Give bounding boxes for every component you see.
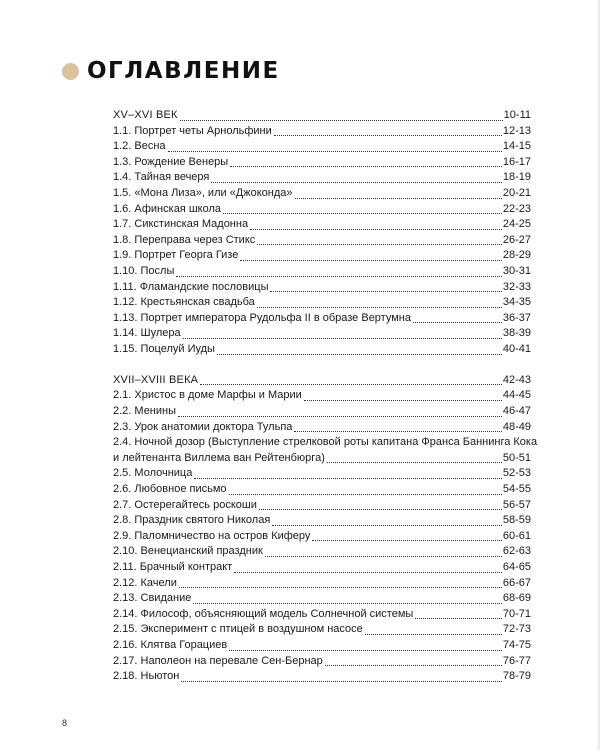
toc-entry-pages: 56-57 bbox=[502, 498, 531, 511]
toc-entry[interactable] bbox=[113, 311, 531, 327]
toc-entry-label: 1.3. Рождение Венеры bbox=[113, 155, 229, 168]
section-gap bbox=[113, 358, 531, 373]
toc-entry-pages: 46-47 bbox=[502, 405, 531, 418]
toc-entry-pages: 24-25 bbox=[502, 218, 531, 231]
toc-entry[interactable] bbox=[113, 607, 531, 623]
toc-entry-pages: 40-41 bbox=[502, 342, 531, 355]
toc-entry[interactable] bbox=[113, 404, 531, 420]
toc-entry-label: 1.14. Шулера bbox=[113, 327, 181, 340]
dot-leader bbox=[294, 431, 501, 432]
toc-entry[interactable] bbox=[113, 170, 531, 186]
page-title: ОГЛАВЛЕНИЕ bbox=[87, 58, 280, 84]
table-of-contents bbox=[113, 108, 538, 685]
toc-entry-pages: 36-37 bbox=[502, 311, 531, 324]
dot-leader bbox=[257, 307, 502, 308]
toc-entry-pages: 30-31 bbox=[502, 264, 531, 277]
toc-entry[interactable] bbox=[113, 654, 531, 670]
dot-leader bbox=[234, 572, 502, 573]
toc-entry[interactable] bbox=[113, 544, 531, 560]
toc-entry-pages: 50-51 bbox=[502, 451, 531, 464]
toc-entry-pages: 20-21 bbox=[502, 186, 531, 199]
toc-entry-label: 2.8. Праздник святого Николая bbox=[113, 514, 271, 527]
dot-leader bbox=[211, 182, 501, 183]
toc-entry-label: 2.17. Наполеон на перевале Сен-Бернар bbox=[113, 654, 323, 667]
toc-entry-pages: 48-49 bbox=[502, 420, 531, 433]
dot-leader bbox=[259, 509, 502, 510]
dot-leader bbox=[200, 384, 502, 385]
toc-entry-label: 1.6. Афинская школа bbox=[113, 202, 221, 215]
toc-entry-pages: 22-23 bbox=[502, 202, 531, 215]
dot-leader bbox=[180, 120, 503, 121]
toc-entry-label: 2.14. Философ, объясняющий модель Солнечной системы bbox=[113, 607, 414, 620]
toc-section-heading-pages: 42-43 bbox=[502, 373, 531, 386]
toc-entry[interactable] bbox=[113, 248, 531, 264]
toc-entry-label: 2.15. Эксперимент с птицей в воздушном насосе bbox=[113, 623, 363, 636]
toc-entry[interactable] bbox=[113, 186, 531, 202]
toc-entry-label: 2.11. Брачный контракт bbox=[113, 561, 233, 574]
dot-leader bbox=[194, 478, 502, 479]
dot-leader bbox=[304, 400, 502, 401]
toc-entry[interactable] bbox=[113, 638, 531, 654]
toc-entry[interactable] bbox=[113, 622, 531, 638]
toc-entry[interactable] bbox=[113, 420, 531, 436]
toc-entry-label: 1.1. Портрет четы Арнольфини bbox=[113, 124, 272, 137]
toc-entry[interactable] bbox=[113, 264, 531, 280]
dot-leader bbox=[257, 244, 502, 245]
toc-entry-pages: 62-63 bbox=[502, 545, 531, 558]
dot-leader bbox=[179, 587, 502, 588]
toc-entry[interactable] bbox=[113, 124, 531, 140]
dot-leader bbox=[327, 462, 502, 463]
toc-entry-label: 2.1. Христос в доме Марфы и Марии bbox=[113, 389, 302, 402]
toc-entry-pages: 44-45 bbox=[502, 389, 531, 402]
toc-entry[interactable] bbox=[113, 498, 531, 514]
toc-entry-pages: 26-27 bbox=[502, 233, 531, 246]
toc-section-heading[interactable] bbox=[113, 373, 531, 389]
toc-entry-pages: 16-17 bbox=[502, 155, 531, 168]
toc-entry-label: 2.10. Венецианский праздник bbox=[113, 545, 263, 558]
toc-entry[interactable] bbox=[113, 139, 531, 155]
dot-leader bbox=[229, 494, 502, 495]
toc-entry-label: 1.7. Сикстинская Мадонна bbox=[113, 218, 249, 231]
dot-leader bbox=[229, 650, 502, 651]
toc-entry-pages: 76-77 bbox=[502, 654, 531, 667]
toc-section-heading-label: XVII–XVIII ВЕКА bbox=[113, 373, 199, 386]
toc-entry[interactable] bbox=[113, 280, 531, 296]
toc-entry[interactable] bbox=[113, 202, 531, 218]
toc-entry-pages: 78-79 bbox=[502, 670, 531, 683]
title-bullet-dot-icon bbox=[62, 63, 79, 80]
toc-entry-label: 1.5. «Мона Лиза», или «Джоконда» bbox=[113, 186, 293, 199]
toc-entry[interactable] bbox=[113, 233, 531, 249]
toc-entry-label: 2.16. Клятва Горациев bbox=[113, 638, 228, 651]
dot-leader bbox=[265, 556, 502, 557]
toc-entry-pages: 60-61 bbox=[502, 529, 531, 542]
toc-entry-pages: 66-67 bbox=[502, 576, 531, 589]
dot-leader bbox=[176, 276, 501, 277]
toc-entry-pages: 64-65 bbox=[502, 561, 531, 574]
toc-entry-label: 2.18. Ньютон bbox=[113, 670, 180, 683]
toc-entry-pages: 68-69 bbox=[502, 592, 531, 605]
toc-entry[interactable] bbox=[113, 295, 531, 311]
dot-leader bbox=[365, 634, 502, 635]
dot-leader bbox=[325, 665, 502, 666]
dot-leader bbox=[240, 260, 502, 261]
toc-entry-pages: 58-59 bbox=[502, 514, 531, 527]
toc-entry[interactable] bbox=[113, 482, 531, 498]
dot-leader bbox=[168, 151, 502, 152]
toc-entry-label: 1.2. Весна bbox=[113, 140, 166, 153]
toc-entry-label: 1.15. Поцелуй Иуды bbox=[113, 342, 215, 355]
toc-entry[interactable] bbox=[113, 388, 531, 404]
toc-entry-label: 1.8. Переправа через Стикс bbox=[113, 233, 256, 246]
toc-entry-label: 2.6. Любовное письмо bbox=[113, 483, 227, 496]
toc-section-heading-pages: 10-11 bbox=[503, 109, 531, 121]
dot-leader bbox=[193, 603, 502, 604]
toc-entry-label: 2.2. Менины bbox=[113, 405, 177, 418]
toc-entry-label: 2.3. Урок анатомии доктора Тульпа bbox=[113, 420, 293, 433]
dot-leader bbox=[270, 291, 501, 292]
toc-entry-label: 1.12. Крестьянская свадьба bbox=[113, 296, 255, 309]
toc-entry-label: 1.9. Портрет Георга Гизе bbox=[113, 249, 239, 262]
toc-entry-label: 1.11. Фламандские пословицы bbox=[113, 280, 269, 293]
toc-entry-pages: 74-75 bbox=[502, 638, 531, 651]
dot-leader bbox=[312, 540, 501, 541]
page-edge-shadow bbox=[596, 0, 600, 750]
toc-entry-pages: 70-71 bbox=[502, 607, 531, 620]
dot-leader bbox=[178, 416, 502, 417]
toc-entry-pages: 14-15 bbox=[502, 140, 531, 153]
toc-entry[interactable] bbox=[113, 217, 531, 233]
toc-entry[interactable] bbox=[113, 451, 531, 467]
dot-leader bbox=[295, 198, 502, 199]
toc-entry-label: 2.5. Молочница bbox=[113, 467, 193, 480]
toc-entry-pages: 28-29 bbox=[502, 249, 531, 262]
toc-entry[interactable] bbox=[113, 342, 531, 358]
toc-entry-pages: 32-33 bbox=[502, 280, 531, 293]
toc-entry[interactable] bbox=[113, 529, 531, 545]
toc-header bbox=[62, 58, 280, 84]
toc-entry[interactable] bbox=[113, 560, 531, 576]
dot-leader bbox=[230, 166, 502, 167]
toc-entry-label: 1.13. Портрет императора Рудольфа II в образе Вертумна bbox=[113, 311, 411, 324]
toc-entry-label: 1.10. Послы bbox=[113, 264, 175, 277]
dot-leader bbox=[272, 525, 502, 526]
dot-leader bbox=[415, 618, 502, 619]
toc-entry[interactable] bbox=[113, 576, 531, 592]
toc-entry-label: 2.9. Паломничество на остров Киферу bbox=[113, 529, 311, 542]
toc-entry-label: 2.7. Остерегайтесь роскоши bbox=[113, 498, 257, 511]
toc-entry-pages: 34-35 bbox=[502, 296, 531, 309]
toc-entry-label: 1.4. Тайная вечеря bbox=[113, 171, 210, 184]
toc-entry[interactable] bbox=[113, 326, 531, 342]
toc-entry-label: 2.12. Качели bbox=[113, 576, 177, 589]
dot-leader bbox=[250, 229, 502, 230]
toc-entry[interactable] bbox=[113, 591, 531, 607]
toc-entry[interactable] bbox=[113, 669, 531, 685]
dot-leader bbox=[413, 322, 502, 323]
toc-entry-pages: 54-55 bbox=[502, 483, 531, 496]
toc-entry[interactable] bbox=[113, 513, 531, 529]
toc-entry-pages: 72-73 bbox=[502, 623, 531, 636]
toc-entry-label: и лейтенанта Виллема ван Рейтенбюрга) bbox=[113, 451, 325, 464]
dot-leader bbox=[274, 135, 502, 136]
toc-entry-pages: 18-19 bbox=[502, 171, 531, 184]
page-number: 8 bbox=[62, 718, 68, 728]
toc-entry-pages: 12-13 bbox=[502, 124, 531, 137]
toc-section-heading-label: XV–XVI ВЕК bbox=[113, 109, 178, 121]
toc-entry-pages: 38-39 bbox=[502, 327, 531, 340]
toc-entry[interactable] bbox=[113, 155, 531, 171]
dot-leader bbox=[183, 338, 502, 339]
dot-leader bbox=[217, 354, 502, 355]
toc-entry-pages: 52-53 bbox=[502, 467, 531, 480]
toc-entry-label-line1[interactable]: 2.4. Ночной дозор (Выступление стрелковой роты капитана Франса Баннинга Кока bbox=[113, 436, 538, 449]
toc-entry-label: 2.13. Свидание bbox=[113, 592, 192, 605]
dot-leader bbox=[223, 213, 502, 214]
dot-leader bbox=[181, 681, 502, 682]
toc-entry[interactable] bbox=[113, 466, 531, 482]
toc-section-heading[interactable] bbox=[113, 108, 531, 124]
